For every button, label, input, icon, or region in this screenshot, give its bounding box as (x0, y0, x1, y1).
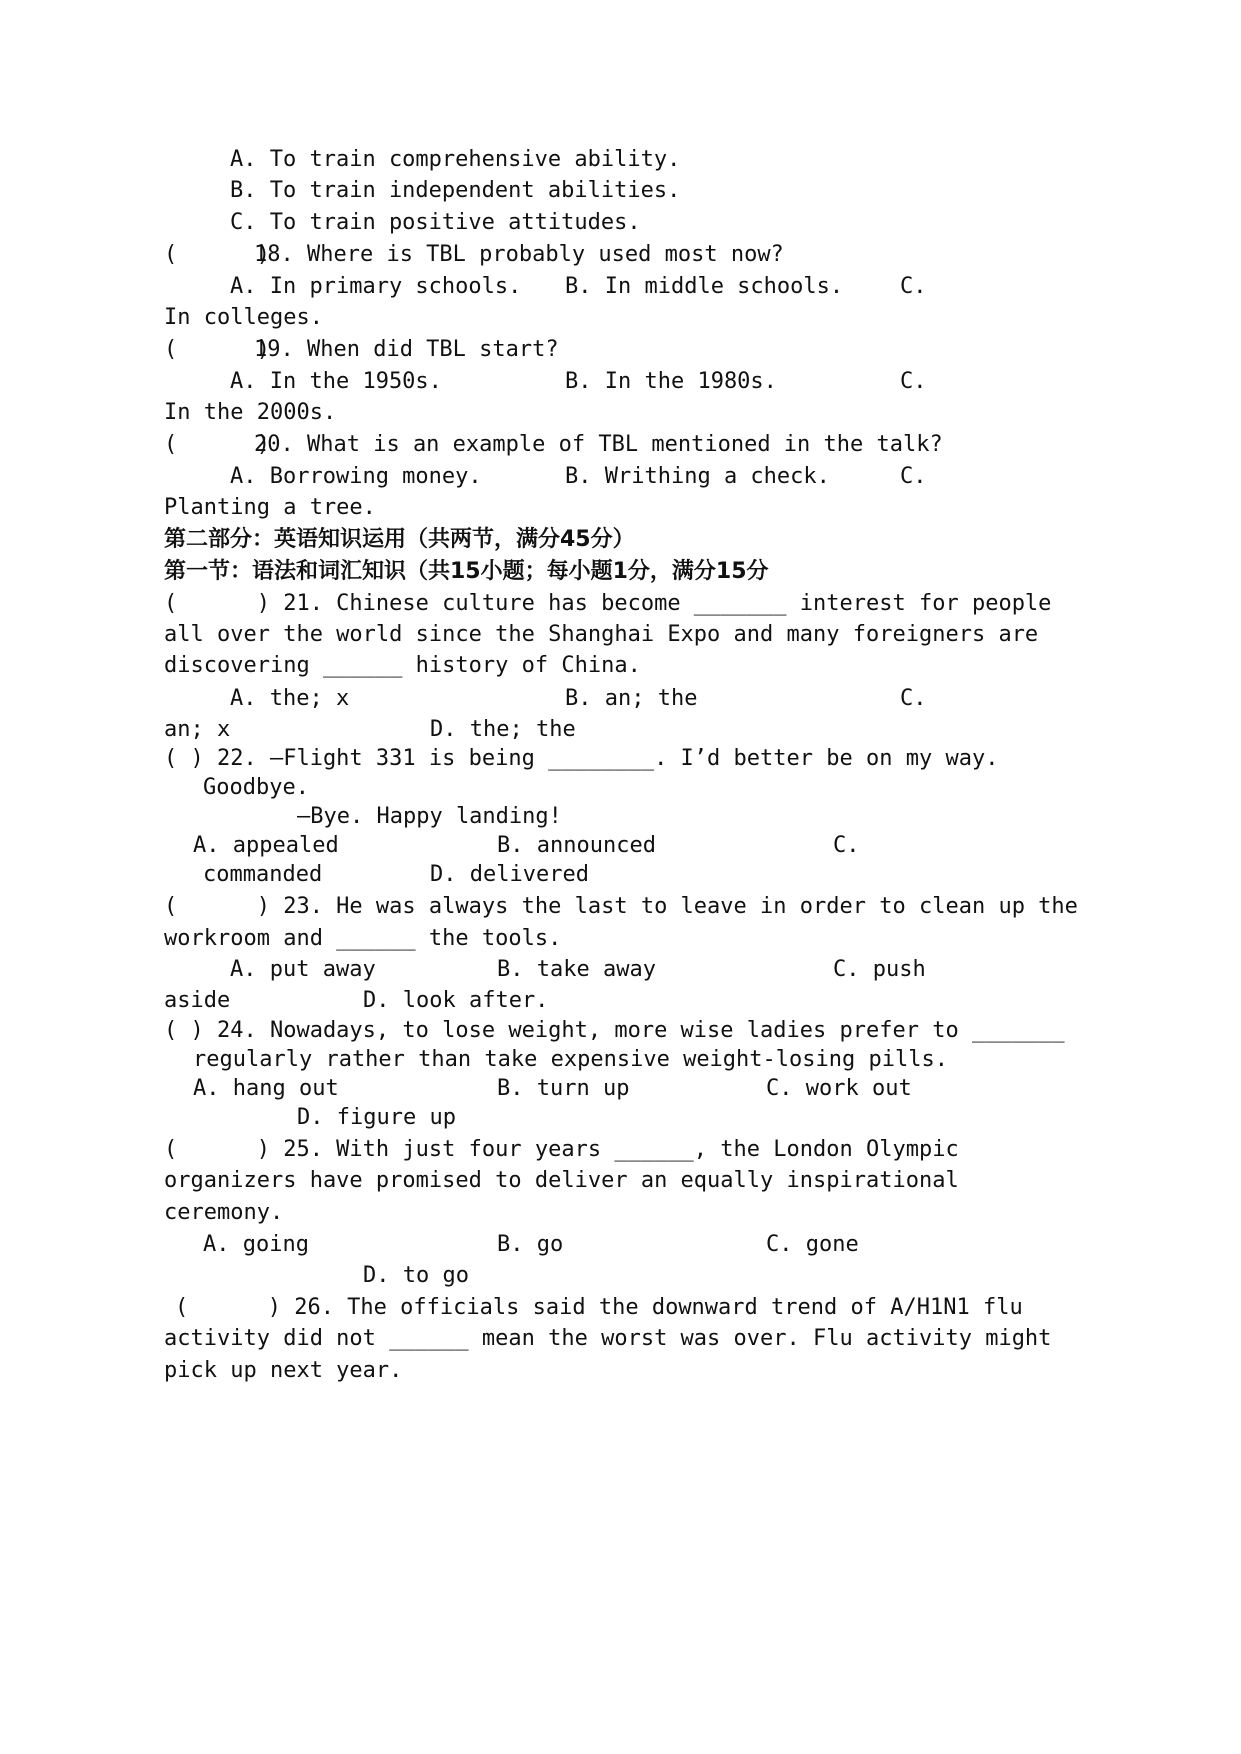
q22-option-a: A. appealed (193, 833, 339, 858)
q24-option-c: C. work out (766, 1076, 912, 1101)
q21-option-c: C. (900, 686, 927, 711)
q21-line2: all over the world since the Shanghai Expo and many foreigners are (164, 622, 1039, 647)
part2-heading: 第二部分：英语知识运用（共两节，满分45分） (164, 527, 635, 552)
q21-line1: ( ) 21. Chinese culture has become _______ interest for people (164, 591, 1052, 616)
q26-line1: ( ) 26. The officials said the downward trend of A/H1N1 flu (175, 1295, 1023, 1320)
q22-line2: Goodbye. (203, 775, 309, 800)
q19-stem: 19. When did TBL start? (254, 337, 559, 362)
q24-option-a: A. hang out (193, 1076, 339, 1101)
q25-option-a: A. going (203, 1232, 309, 1257)
q22-line3: —Bye. Happy landing! (297, 804, 562, 829)
q23-option-c-text: aside (164, 988, 231, 1013)
q26-line2: activity did not ______ mean the worst was over. Flu activity might (164, 1326, 1052, 1351)
q20-stem: 20. What is an example of TBL mentioned in the talk? (254, 432, 943, 457)
q24-line2: regularly rather than take expensive weight-losing pills. (193, 1047, 948, 1072)
q19-option-c-text: In the 2000s. (164, 400, 337, 425)
q25-option-b: B. go (497, 1232, 564, 1257)
q22-option-c-text: commanded (203, 862, 323, 887)
q25-line3: ceremony. (164, 1200, 284, 1225)
q21-option-d: D. the; the (430, 717, 576, 742)
q19-option-a: A. In the 1950s. (230, 369, 442, 394)
q18-option-c-text: In colleges. (164, 305, 323, 330)
q20-option-b: B. Writhing a check. (565, 464, 830, 489)
q19-option-b: B. In the 1980s. (565, 369, 777, 394)
q23-option-b: B. take away (497, 957, 656, 982)
q24-option-b: B. turn up (497, 1076, 630, 1101)
q23-option-a: A. put away (230, 957, 376, 982)
q20-option-c: C. (900, 464, 927, 489)
q17-option-b: B. To train independent abilities. (230, 178, 681, 203)
q21-option-a: A. the; x (230, 686, 350, 711)
q20-paren: ( ) (164, 432, 270, 457)
q23-option-d: D. look after. (363, 988, 549, 1013)
q22-option-c: C. (833, 833, 860, 858)
q21-option-b: B. an; the (565, 686, 698, 711)
q23-option-c: C. push (833, 957, 926, 982)
q18-option-b: B. In middle schools. (565, 274, 844, 299)
q24-line1: ( ) 24. Nowadays, to lose weight, more wise ladies prefer to _______ (164, 1018, 1065, 1043)
q18-stem: 18. Where is TBL probably used most now? (254, 242, 784, 267)
q20-option-c-text: Planting a tree. (164, 495, 376, 520)
q23-line1: ( ) 23. He was always the last to leave in order to clean up the (164, 894, 1078, 919)
q22-line1: ( ) 22. —Flight 331 is being ________. I’d better be on my way. (164, 746, 999, 771)
q21-option-c-text: an; x (164, 717, 231, 742)
q22-option-b: B. announced (497, 833, 656, 858)
q26-line3: pick up next year. (164, 1358, 403, 1383)
section1-heading: 第一节：语法和词汇知识（共15小题；每小题1分，满分15分 (164, 559, 769, 584)
q18-paren: ( ) (164, 242, 270, 267)
q22-option-d: D. delivered (430, 862, 589, 887)
q19-option-c: C. (900, 369, 927, 394)
q25-line2: organizers have promised to deliver an equally inspirational (164, 1168, 959, 1193)
q18-option-a: A. In primary schools. (230, 274, 522, 299)
q24-option-d: D. figure up (297, 1105, 456, 1130)
q17-option-c: C. To train positive attitudes. (230, 210, 641, 235)
q20-option-a: A. Borrowing money. (230, 464, 482, 489)
q21-line3: discovering ______ history of China. (164, 653, 641, 678)
q18-option-c: C. (900, 274, 927, 299)
q25-line1: ( ) 25. With just four years ______, the London Olympic (164, 1137, 959, 1162)
q19-paren: ( ) (164, 337, 270, 362)
q23-line2: workroom and ______ the tools. (164, 926, 562, 951)
q17-option-a: A. To train comprehensive ability. (230, 147, 681, 172)
q25-option-c: C. gone (766, 1232, 859, 1257)
q25-option-d: D. to go (363, 1263, 469, 1288)
